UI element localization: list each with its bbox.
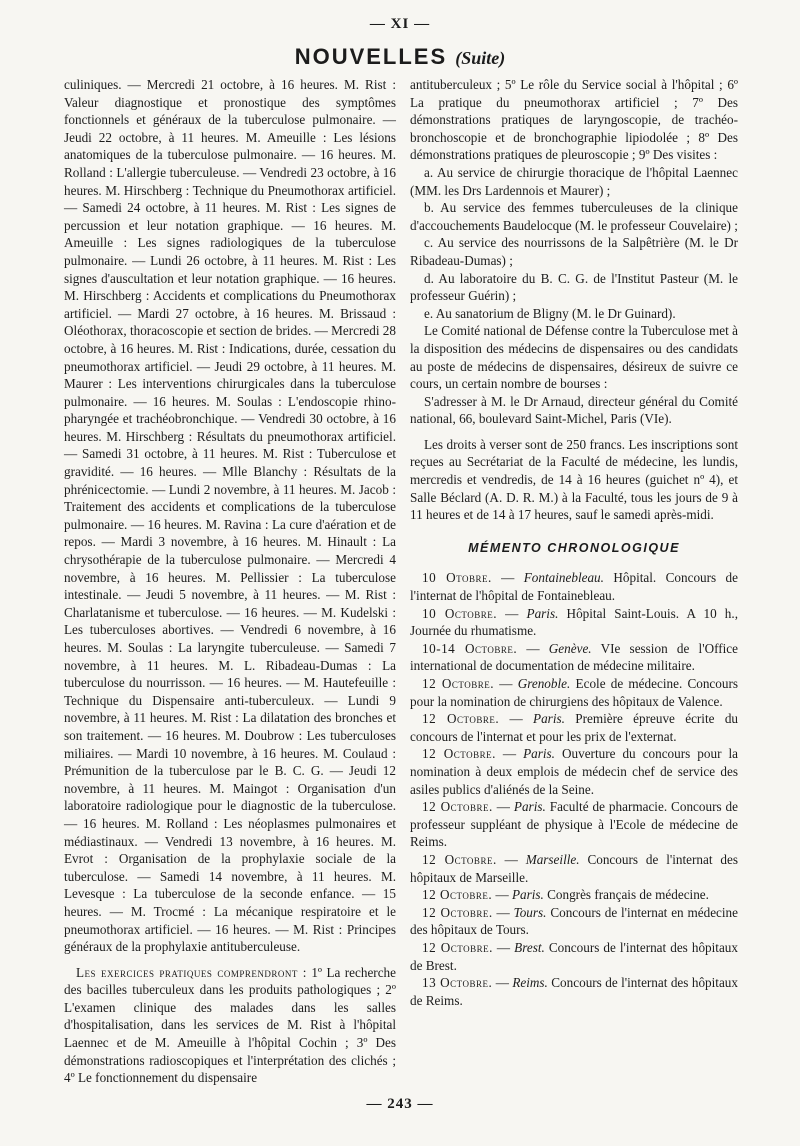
memento-city: Reims. — [512, 975, 548, 991]
memento-text: Première épreuve écrite du concours de l'internat et pour les prix de l'externat. — [410, 711, 739, 744]
memento-entry: 12 Octobre. — Paris. Faculté de pharmacie. Concours de professeur suppléant de physique à l'Ecole de médecine de Reims. — [410, 799, 739, 850]
memento-city: Paris. — [526, 605, 559, 621]
memento-city: Paris. — [513, 799, 546, 815]
memento-entry: 10 Otobre. — Fontainebleau. Hôpital. Concours de l'internat de l'hôpital de Fontainebleau. — [410, 570, 738, 604]
memento-text: Concours de l'internat en médecine des hôpitaux de Tours. — [410, 904, 739, 938]
memento-text: Ouverture du concours pour la nomination à deux emplois de médecin chef de service des asiles publics d'aliénés de la Seine. — [410, 746, 738, 797]
memento-city: Fontainebleau. — [523, 570, 604, 586]
memento-text: Concours de l'internat des hôpitaux de Marseille. — [410, 851, 739, 885]
page-number: — 243 — — [366, 1096, 434, 1112]
page-roman-numeral: — XI — — [369, 16, 431, 32]
fees-paragraph: Les droits à verser sont de 250 francs. Les inscriptions sont reçues au Secrétariat de la Faculté de médecine, les lundis, mercredis et vendredis, de 14 à 16 heures (guichet nº 4), et Salle Béclard (A. D. R. M.) à la Faculté, tous les jours de 9 à 11 heures et de 14 à 17 heures, sauf le samedi après-midi. — [410, 436, 738, 523]
memento-entry: 12 Octobre. — Brest. Concours de l'internat des hôpitaux de Brest. — [410, 939, 738, 973]
memento-city: Brest. — [514, 939, 545, 955]
memento-date: 10 Octobre. — [422, 605, 498, 621]
memento-heading: MÉMENTO CHRONOLOGIQUE — [468, 540, 680, 555]
left-column — [64, 76, 396, 1087]
memento-date: 12 Octobre. — [422, 851, 497, 867]
memento-date: 12 Octobre. — [422, 887, 493, 903]
memento-date: 12 Octobre. — [422, 939, 493, 955]
memento-text: Hôpital. Concours de l'internat de l'hôpital de Fontainebleau. — [410, 570, 738, 604]
memento-text: Congrès français de médecine. — [547, 887, 709, 903]
memento-entry: 12 Octobre. — Paris. Congrès français de médecine. — [422, 887, 709, 903]
title-text: NOUVELLES — [294, 44, 448, 69]
right-column — [410, 76, 738, 1009]
lecture-schedule-text: culiniques. — Mercredi 21 octobre, à 16 heures. M. Rist : Valeur diagnostique et pronostique des symptômes fonctionnels et généraux de la tuberculose pulmonaire. — Jeudi 22 octobre, à 11 heures. M. Ameuille : Les lésions anatomiques de la tuberculose pulmonaire. — 16 heures. M. Rolland : L'allergie tuberculeuse. — Vendredi 23 octobre, à 16 heures. M. Hirschberg : Technique du Pneumothorax artificiel. — Samedi 24 octobre, à 11 heures. M. Rist : Les signes de percussion et leur notation graphique. — 16 heures. M. Ameuille : Les signes radiologiques de la tuberculose pulmonaire. — Lundi 26 octobre, à 11 heures. M. Rist : Les signes d'auscultation et leur notation graphique. — 16 heures. M. Hirschberg : Accidents et complications du Pneumothorax artificiel. — Mardi 27 octobre, à 16 heures. M. Brissaud : Oléothorax, thoracoscopie et section de brides. — Mercredi 28 octobre, à 16 heures. M. Rist : Indications, durée, cessation du pneumothorax artificiel. — Jeudi 29 octobre, à 11 heures. M. Maurer : Les interventions chirurgicales dans la tuberculose pulmonaire. — 16 heures. M. Soulas : L'endoscopie rhino-pharyngée et trachéobronchique. — Vendredi 30 octobre, à 16 heures. M. Hirschberg : Résultats du pneumothorax artificiel. — Samedi 31 octobre, à 11 heures. M. Rist : Tuberculose et gravidité. — 16 heures. — Mlle Blanchy : Résultats de la phrénicectomie. — Lundi 2 novembre, à 11 heures. M. Jacob : Traitement des accidents et complications de la tuberculose pulmonaire. — 16 heures. M. Ravina : La cure d'aération et de repos. — Mardi 3 novembre, à 16 heures. M. Hinault : La chrysothérapie de la tuberculose pulmonaire. — Mercredi 4 novembre, à 16 heures. M. Pellissier : La tuberculose intestinale. — Jeudi 5 novembre, à 11 heures. — M. Rist : Charlatanisme et tuberculose. — 16 heures. — M. Kudelski : Les tuberculoses abortives. — Vendredi 6 novembre, à 16 heures. M. Soulas : La laryngite tuberculeuse. — Samedi 7 novembre, à 11 heures. M. L. Ribadeau-Dumas : La tuberculose du nourrisson. — 16 heures. — M. Hautefeuille : Technique du Dispensaire anti-tuberculeux. — Lundi 9 novembre, à 11 heures. M. Rist : La dilatation des bronches et son traitement. — 16 heures. M. Doubrow : Les tuberculoses miliaires. — Mardi 10 novembre, à 16 heures. M. Coulaud : Prémunition de la tuberculose par le B. C. G. — Jeudi 12 novembre, à 11 heures. M. Maingot : Organisation d'un laboratoire radiologique pour le diagnostic de la tuberculose. — 16 heures. M. Rolland : Les néoplasmes pulmonaires et médiastinaux. — Vendredi 13 novembre, à 16 heures. M. Evrot : Organisation de la prophylaxie sociale de la tuberculose. — Samedi 14 novembre, à 11 heures. M. Levesque : La tuberculose de la seconde enfance. — 15 heures. — M. Trocmé : La mécanique respiratoire et le pneumothorax artificiel. — 16 heures. — M. Rist : Principes généraux de la prophylaxie antituberculeuse. — [64, 77, 396, 955]
memento-text: Concours de l'internat des hôpitaux de Brest. — [410, 939, 738, 973]
memento-list — [410, 569, 738, 1009]
memento-text: Ecole de médecine. Concours pour la nomination de chirurgiens des hôpitaux de Valence. — [410, 676, 739, 709]
visit-item: b. Au service des femmes tuberculeuses de la clinique d'accouchements Baudelocque (M. le professeur Couvelaire) ; — [410, 200, 738, 233]
visit-item: c. Au service des nourrissons de la Salpêtrière (M. le Dr Ribadeau-Dumas) ; — [410, 235, 738, 268]
memento-entry: 12 Octobre. — Tours. Concours de l'internat en médecine des hôpitaux de Tours. — [410, 904, 739, 938]
memento-city: Paris. — [533, 711, 565, 727]
memento-city: Marseille. — [525, 851, 580, 867]
memento-date: 12 Octobre. — [422, 904, 493, 920]
memento-date: 12 Octobre. — [422, 799, 493, 815]
memento-entry: 10-14 Octobre. — Genève. VIe session de l'Office international de documentation de médecine militaire. — [410, 640, 739, 674]
memento-date: 10 Otobre. — [422, 570, 492, 586]
memento-entry: 12 Octobre. — Paris. Première épreuve écrite du concours de l'internat et pour les prix de l'externat. — [410, 711, 739, 744]
visit-item: d. Au laboratoire du B. C. G. de l'Institut Pasteur (M. le professeur Guérin) ; — [410, 270, 738, 304]
memento-entry: 12 Octobre. — Paris. Ouverture du concours pour la nomination à deux emplois de médecin chef de service des asiles publics d'aliénés de la Seine. — [410, 746, 738, 797]
memento-entry: 13 Octobre. — Reims. Concours de l'internat des hôpitaux de Reims. — [410, 975, 738, 1008]
memento-text: Faculté de pharmacie. Concours de professeur suppléant de physique à l'Ecole de médecine de Reims. — [410, 799, 739, 850]
memento-date: 12 Octobre. — [422, 711, 500, 727]
exercises-paragraph — [64, 964, 396, 1087]
memento-city: Paris. — [511, 887, 544, 903]
visit-item: a. Au service de chirurgie thoracique de l'hôpital Laennec (MM. les Drs Lardennois et Maurer) ; — [410, 164, 738, 198]
memento-text: Hôpital Saint-Louis. A 10 h., Journée du rhumatisme. — [410, 605, 738, 639]
memento-city: Tours. — [513, 904, 547, 920]
memento-date: 13 Octobre. — [422, 975, 493, 991]
memento-date: 10-14 Octobre. — [422, 640, 518, 656]
memento-date: 12 Octobre. — [422, 676, 495, 691]
title-suite: (Suite) — [455, 48, 506, 68]
exercises-text: 1º La recherche des bacilles tuberculeux dans les produits pathologiques ; 2º L'examen clinique des malades dans les salles d'hospitalisation, dans les services de M. Rist à l'hôpital Laennec et de M. Ameuille à l'hôpital Cochin ; 3º Des démonstrations radioscopiques et l'interprétation des clichés ; 4º Le fonctionnement du dispensaire — [64, 964, 397, 1086]
memento-entry: 10 Octobre. — Paris. Hôpital Saint-Louis. A 10 h., Journée du rhumatisme. — [410, 605, 738, 639]
address-paragraph: S'adresser à M. le Dr Arnaud, directeur général du Comité national, 66, boulevard Saint-Michel, Paris (VIe). — [410, 393, 738, 427]
exercises-lead: Les exercices pratiques comprendront : — [76, 964, 307, 980]
comite-paragraph: Le Comité national de Défense contre la Tuberculose met à la disposition des médecins de dispensaires ou des candidats au poste de médecins de dispensaires, désireux de suivre ce cours, un certain nombre de bourses : — [410, 323, 738, 392]
memento-date: 12 Octobre. — [422, 746, 496, 762]
memento-text: Concours de l'internat des hôpitaux de Reims. — [410, 975, 738, 1008]
page-title — [0, 44, 800, 70]
visit-item: e. Au sanatorium de Bligny (M. le Dr Guinard). — [424, 305, 676, 321]
memento-city: Grenoble. — [517, 676, 571, 691]
memento-entry: 12 Octobre. — Marseille. Concours de l'internat des hôpitaux de Marseille. — [410, 851, 739, 885]
memento-entry: 12 Octobre. — Grenoble. Ecole de médecine. Concours pour la nomination de chirurgiens des hôpitaux de Valence. — [410, 676, 739, 709]
memento-city: Paris. — [523, 746, 555, 762]
exercises-continuation: antituberculeux ; 5º Le rôle du Service social à l'hôpital ; 6º La pratique du pneumothorax artificiel ; 7º Des démonstrations pratiques de laryngoscopie, de trachéo-bronchoscopie et de bronchographie lipiodolée ; 8º Des démonstrations pratiques de pleuroscopie ; 9º Des visites : — [410, 77, 738, 163]
memento-city: Genève. — [548, 640, 592, 656]
memento-text: VIe session de l'Office international de documentation de médecine militaire. — [410, 640, 739, 674]
